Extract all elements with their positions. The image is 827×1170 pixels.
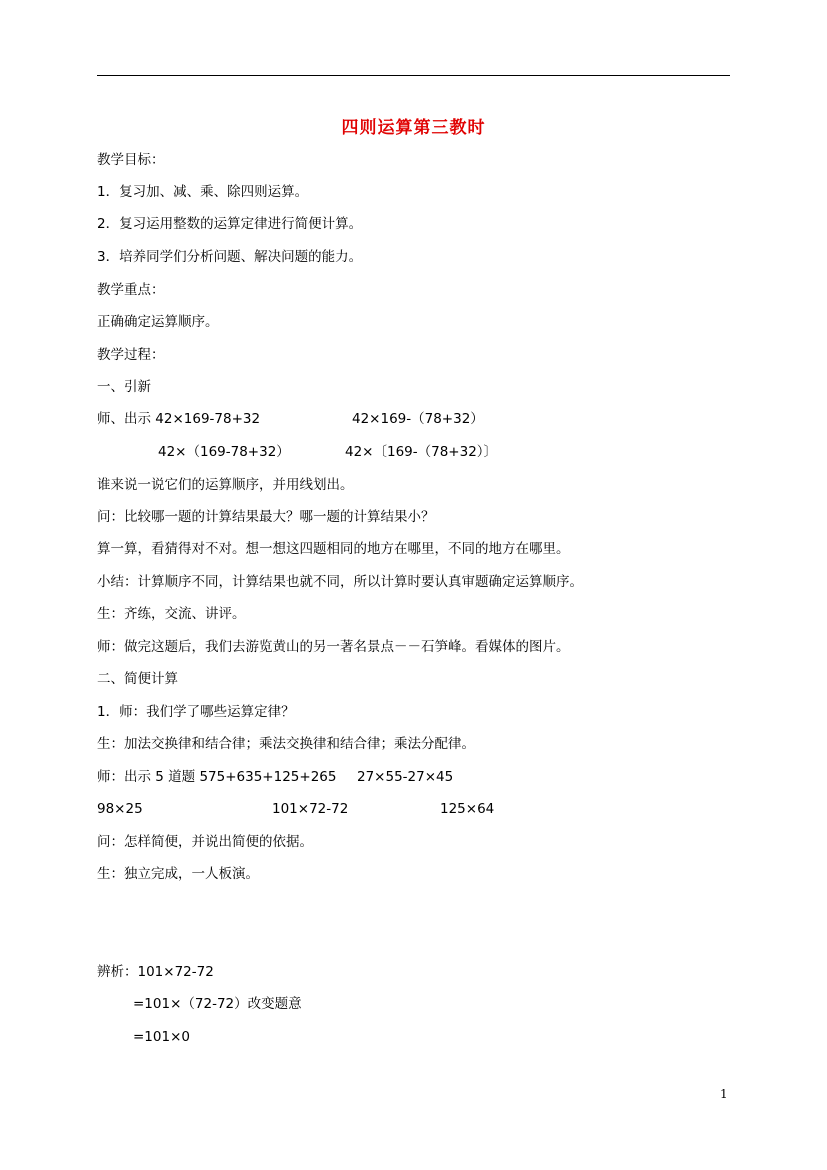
text-line: 谁来说一说它们的运算顺序，并用线划出。 xyxy=(97,477,354,493)
page-number: 1 xyxy=(720,1087,728,1101)
text-line: 二、简便计算 xyxy=(97,671,178,687)
expression: 98×25 xyxy=(97,801,143,817)
text-line: 师：出示 5 道题 575+635+125+265 xyxy=(97,769,337,785)
text-line: 师、出示 42×169-78+32 xyxy=(97,411,261,427)
expression: 125×64 xyxy=(440,801,495,817)
expression: 42×169-（78+32） xyxy=(352,411,484,427)
text-line: 1．师：我们学了哪些运算定律？ xyxy=(97,704,295,720)
text-line: 生：齐练，交流、讲评。 xyxy=(97,606,246,622)
header-rule xyxy=(97,75,730,76)
text-line: 2．复习运用整数的运算定律进行简便计算。 xyxy=(97,216,363,232)
text-line: =101×0 xyxy=(133,1029,190,1045)
expression: 42×〔169-（78+32）〕 xyxy=(345,444,498,460)
text-line: 生：独立完成，一人板演。 xyxy=(97,866,259,882)
text-line: 生：加法交换律和结合律；乘法交换律和结合律；乘法分配律。 xyxy=(97,736,475,752)
text-line: 辨析：101×72-72 xyxy=(97,964,214,980)
text-line: 教学目标： xyxy=(97,152,165,168)
document-title: 四则运算第三教时 xyxy=(341,118,486,138)
expression: 101×72-72 xyxy=(272,801,349,817)
text-line: 问：怎样简便，并说出简便的依据。 xyxy=(97,834,313,850)
text-line: 教学重点： xyxy=(97,282,165,298)
expression: 27×55-27×45 xyxy=(357,769,454,785)
text-line: 一、引新 xyxy=(97,379,151,395)
text-line: 3．培养同学们分析问题、解决问题的能力。 xyxy=(97,249,363,265)
expression: 42×（169-78+32） xyxy=(158,444,290,460)
text-line: =101×（72-72）改变题意 xyxy=(133,996,302,1012)
text-line: 算一算，看猜得对不对。想一想这四题相同的地方在哪里，不同的地方在哪里。 xyxy=(97,541,570,557)
text-line: 师：做完这题后，我们去游览黄山的另一著名景点－－石笋峰。看媒体的图片。 xyxy=(97,639,570,655)
text-line: 正确确定运算顺序。 xyxy=(97,314,219,330)
text-line: 1．复习加、减、乘、除四则运算。 xyxy=(97,184,309,200)
text-line: 教学过程： xyxy=(97,347,165,363)
text-line: 问：比较哪一题的计算结果最大？哪一题的计算结果小？ xyxy=(97,509,435,525)
text-line: 小结：计算顺序不同，计算结果也就不同，所以计算时要认真审题确定运算顺序。 xyxy=(97,574,583,590)
